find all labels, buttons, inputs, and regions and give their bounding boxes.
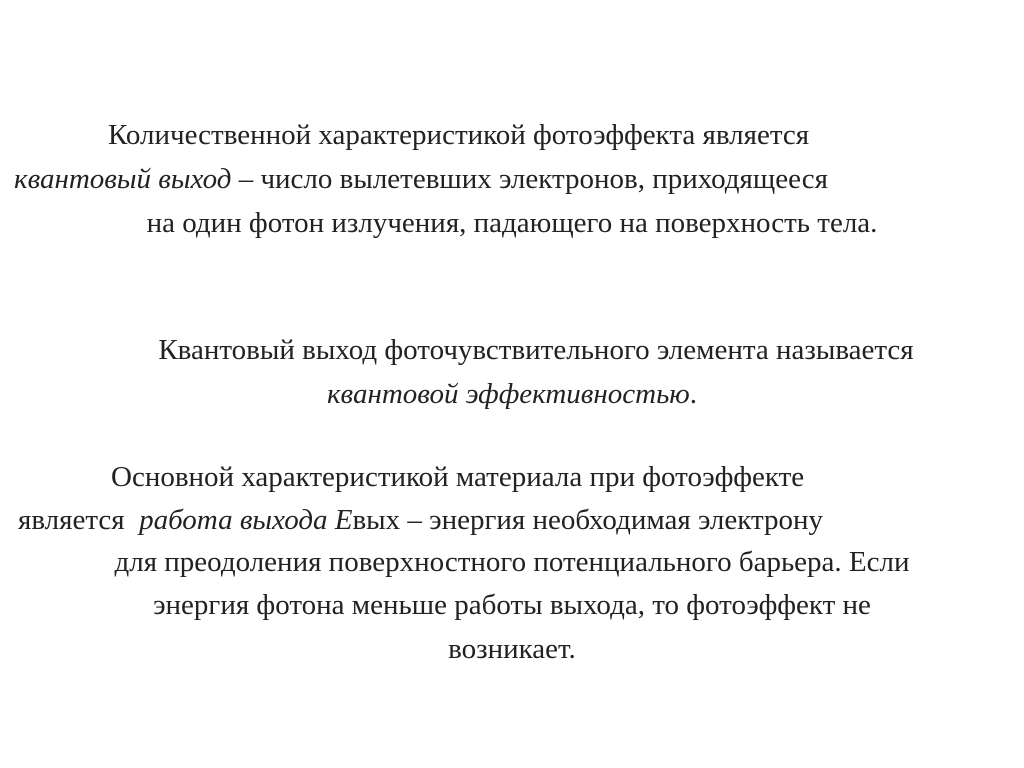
text-line xyxy=(0,372,1024,416)
text-span: для преодоления поверхностного потенциального барьера. Если xyxy=(114,546,910,578)
term-work-function: работа выхода Е xyxy=(139,504,353,536)
text-line xyxy=(18,498,1018,542)
text-line xyxy=(0,583,1024,627)
text-span: является xyxy=(18,504,140,536)
text-span: возникает. xyxy=(448,633,576,665)
text-line xyxy=(0,201,1024,245)
text-span: Количественной характеристикой фотоэффекта является xyxy=(108,119,810,151)
text-line xyxy=(14,157,1024,201)
text-line xyxy=(111,455,1011,499)
term-quantum-efficiency: квантовой эффективностью xyxy=(326,378,690,410)
text-line xyxy=(0,540,1024,584)
text-span: энергия фотона меньше работы выхода, то фотоэффект не xyxy=(153,589,871,621)
text-span: на один фотон излучения, падающего на поверхность тела. xyxy=(146,207,878,239)
term-quantum-yield: квантовый выход xyxy=(14,163,232,195)
text-line xyxy=(108,113,1008,157)
text-line xyxy=(24,328,1024,372)
text-span: Основной характеристикой материала при фотоэффекте xyxy=(111,461,805,493)
text-line xyxy=(0,627,1024,671)
text-span: Квантовый выход фоточувствительного элемента называется xyxy=(158,334,914,366)
text-span: – число вылетевших электронов, приходящееся xyxy=(231,163,828,195)
text-span: . xyxy=(689,378,697,410)
text-span: вых – энергия необходимая электрону xyxy=(352,504,823,536)
